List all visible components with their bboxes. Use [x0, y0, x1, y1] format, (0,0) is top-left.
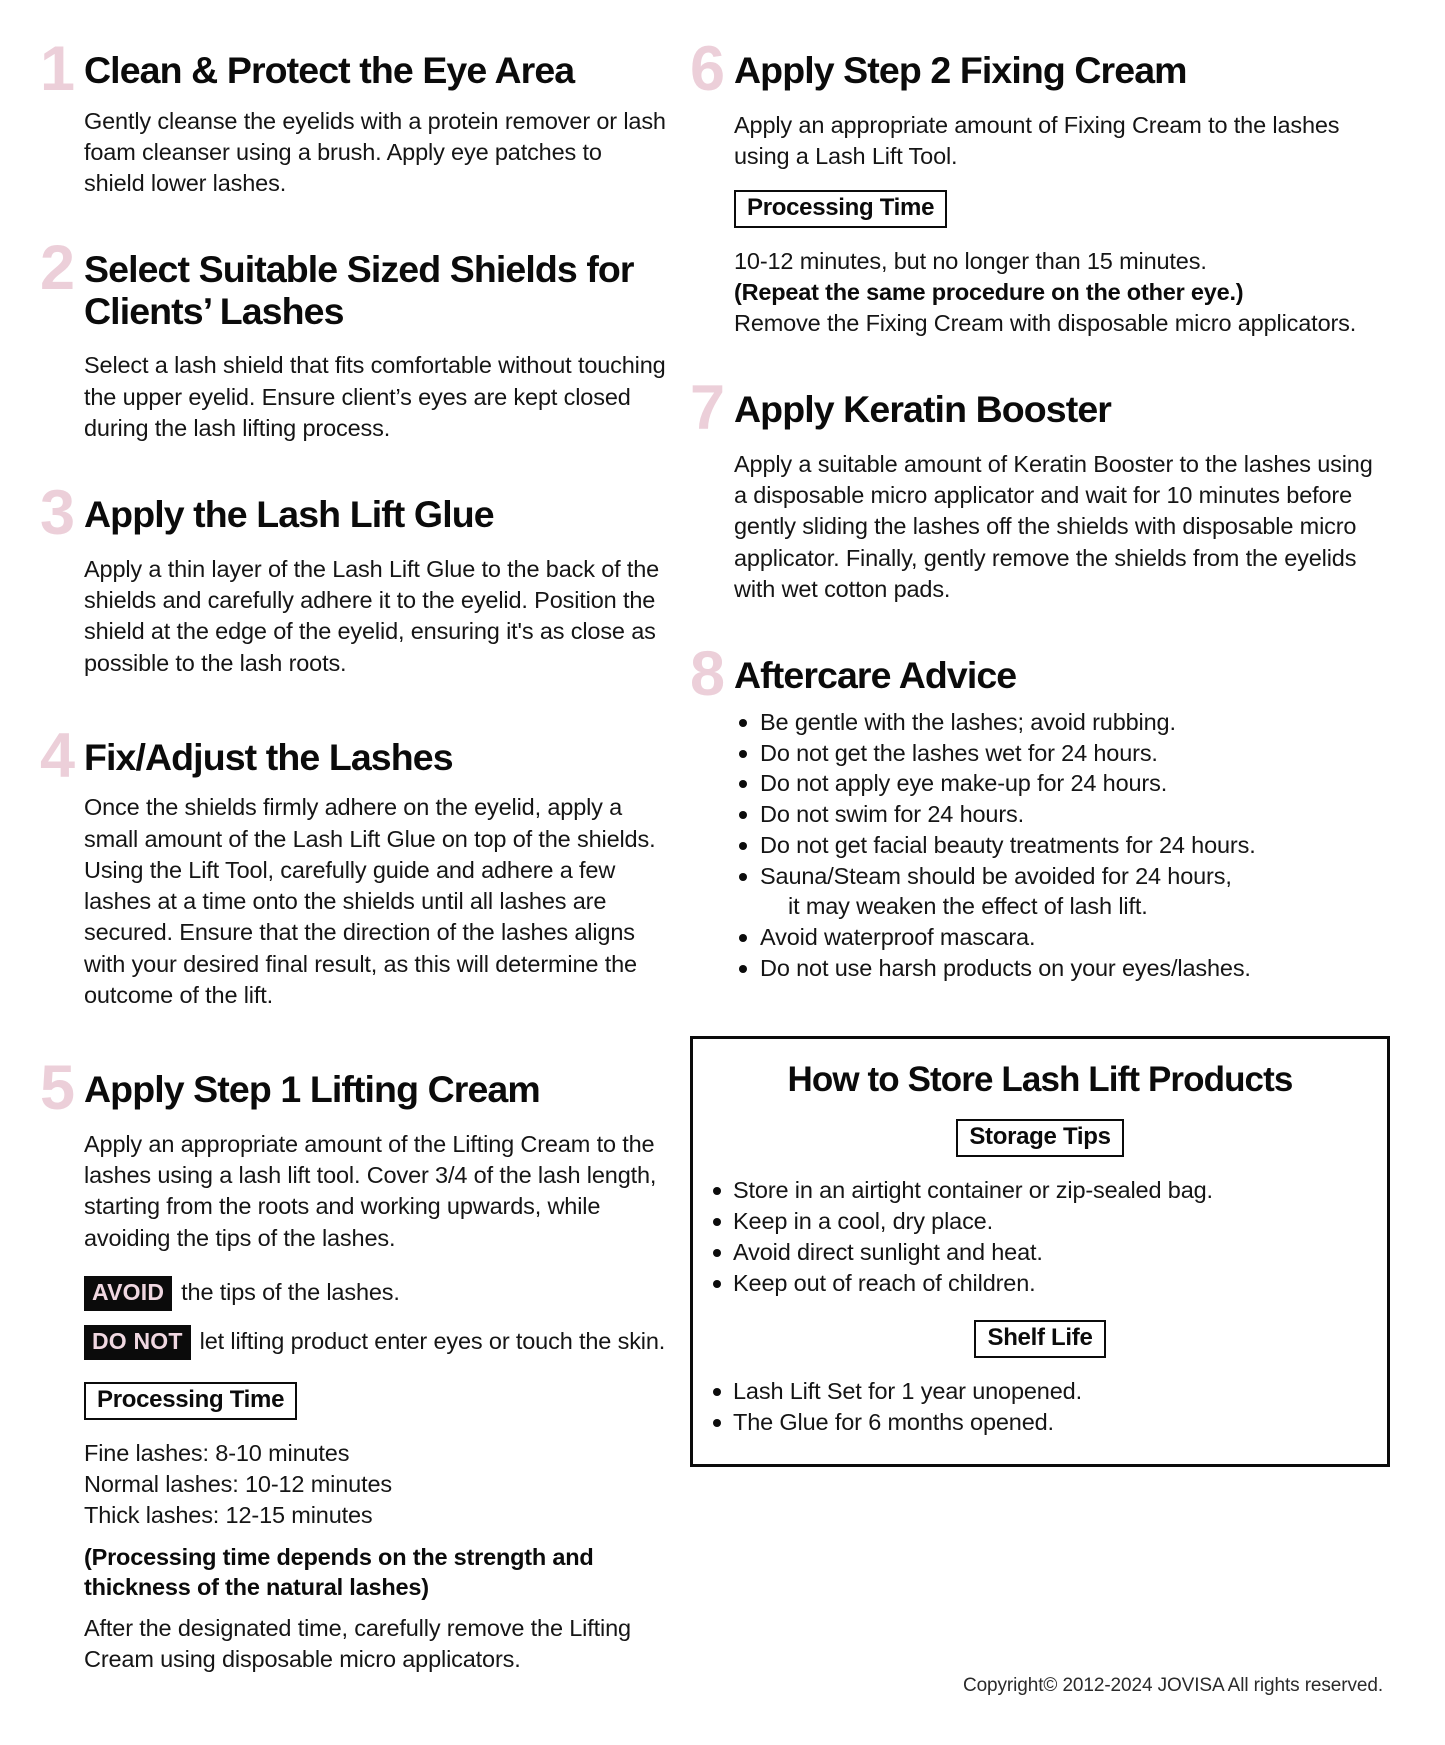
step-1-body	[84, 106, 668, 200]
step-7-body	[734, 449, 1390, 605]
list-item: Be gentle with the lashes; avoid rubbing.	[734, 707, 1390, 738]
step-7-header	[690, 373, 1390, 444]
step-3-title: Apply the Lash Lift Glue	[84, 493, 494, 536]
processing-time-label-step5: Processing Time	[84, 1382, 297, 1420]
step-4-text: Once the shields firmly adhere on the eyelid, apply a small amount of the Lash Lift Glue on top of the shields. Using the Lift Tool, carefully guide and adhere a few lashes at a time onto the shields until all lashes are secured. Ensure that the direction of the lashes aligns with your desired final result, as this will determine the outcome of the lift.	[84, 794, 656, 1008]
storage-tips-list	[711, 1175, 1369, 1298]
list-item: Keep in a cool, dry place.	[711, 1206, 1369, 1237]
step-4	[40, 720, 668, 1011]
step-5-text: Apply an appropriate amount of the Lifting Cream to the lashes using a lash lift tool. Cover 3/4 of the lash length, starting from the roots and working upwards, while avoiding the tips of the lashes.	[84, 1130, 657, 1251]
processing-time-thick: Thick lashes: 12-15 minutes	[84, 1502, 373, 1529]
step-6-closing: Remove the Fixing Cream with disposable micro applicators.	[734, 309, 1357, 336]
step-7-text: Apply a suitable amount of Keratin Booster to the lashes using a disposable micro applicator and wait for 10 minutes before gently sliding the lashes off the shields with disposable micro applicator. Finally, gently remove the shields from the eyelids with wet cotton pads.	[734, 450, 1373, 602]
list-item: Do not apply eye make-up for 24 hours.	[734, 768, 1390, 799]
step-8	[690, 639, 1390, 984]
step-6	[690, 34, 1390, 339]
list-item: The Glue for 6 months opened.	[711, 1407, 1369, 1438]
storage-box-title: How to Store Lash Lift Products	[787, 1059, 1293, 1099]
step-6-time-line: 10-12 minutes, but no longer than 15 minutes.	[734, 248, 1207, 275]
step-5-closing: After the designated time, carefully remove the Lifting Cream using disposable micro applicators.	[84, 1614, 631, 1672]
step-2-number: 2	[40, 233, 74, 304]
step-3-header	[40, 478, 668, 549]
step-4-title: Fix/Adjust the Lashes	[84, 735, 453, 778]
aftercare-list	[734, 707, 1390, 984]
step-2-header	[40, 233, 668, 333]
avoid-text: the tips of the lashes.	[181, 1278, 400, 1305]
step-4-number: 4	[40, 720, 74, 791]
step-6-header	[690, 34, 1390, 104]
list-item: Keep out of reach of children.	[711, 1268, 1369, 1299]
step-7	[690, 373, 1390, 605]
step-2-title: Select Suitable Sized Shields for Clients’ Lashes	[84, 248, 634, 333]
processing-time-note: (Processing time depends on the strength and thickness of the natural lashes)	[84, 1543, 594, 1601]
avoid-row	[84, 1276, 668, 1311]
list-item: Store in an airtight container or zip-sealed bag.	[711, 1175, 1369, 1206]
step-3	[40, 478, 668, 679]
step-2-text: Select a lash shield that fits comfortable without touching the upper eyelid. Ensure client’s eyes are kept closed during the lash lifting process.	[84, 352, 666, 441]
list-item: Avoid direct sunlight and heat.	[711, 1237, 1369, 1268]
copyright-footer: Copyright© 2012-2024 JOVISA All rights reserved.	[962, 1675, 1383, 1696]
step-8-body	[734, 707, 1390, 984]
step-6-repeat-note: (Repeat the same procedure on the other eye.)	[734, 279, 1244, 306]
storage-tips-label-wrap	[711, 1119, 1369, 1157]
list-item-continuation: it may weaken the effect of lash lift.	[788, 893, 1148, 920]
shelf-life-list	[711, 1376, 1369, 1438]
step-5-title: Apply Step 1 Lifting Cream	[84, 1068, 540, 1111]
step-7-number: 7	[690, 373, 724, 444]
list-item: Do not get the lashes wet for 24 hours.	[734, 738, 1390, 769]
step-4-body	[84, 792, 668, 1011]
step-6-title: Apply Step 2 Fixing Cream	[734, 49, 1187, 91]
step-8-title: Aftercare Advice	[734, 654, 1017, 697]
do-not-text: let lifting product enter eyes or touch the skin.	[199, 1327, 666, 1354]
step-8-header	[690, 639, 1390, 710]
storage-box	[690, 1036, 1390, 1467]
storage-tips-label: Storage Tips	[956, 1119, 1123, 1157]
right-column	[690, 34, 1390, 1467]
step-6-text: Apply an appropriate amount of Fixing Cream to the lashes using a Lash Lift Tool.	[734, 111, 1340, 169]
list-item: Do not swim for 24 hours.	[734, 799, 1390, 830]
step-4-header	[40, 720, 668, 791]
step-7-title: Apply Keratin Booster	[734, 388, 1111, 431]
step-6-number: 6	[690, 34, 724, 104]
list-item: Do not get facial beauty treatments for 24 hours.	[734, 830, 1390, 861]
list-item: Do not use harsh products on your eyes/lashes.	[734, 953, 1390, 984]
avoid-badge: AVOID	[84, 1276, 172, 1311]
step-3-body	[84, 554, 668, 679]
step-3-number: 3	[40, 478, 74, 549]
do-not-badge: DO NOT	[84, 1325, 191, 1360]
step-5-body	[84, 1129, 668, 1675]
step-5	[40, 1053, 668, 1675]
two-column-layout	[40, 34, 1405, 1675]
left-column	[40, 34, 668, 1675]
step-3-text: Apply a thin layer of the Lash Lift Glue to the back of the shields and carefully adhere it to the eyelid. Position the shield at the edge of the eyelid, ensuring it's as close as possible to the lash roots.	[84, 555, 660, 676]
processing-time-fine: Fine lashes: 8-10 minutes	[84, 1439, 350, 1466]
step-5-number: 5	[40, 1053, 74, 1124]
shelf-life-label: Shelf Life	[974, 1320, 1105, 1358]
list-item: Lash Lift Set for 1 year unopened.	[711, 1376, 1369, 1407]
processing-time-label-step6: Processing Time	[734, 190, 947, 228]
step-1-title: Clean & Protect the Eye Area	[84, 49, 575, 91]
step-6-body	[734, 110, 1390, 340]
step-1-header	[40, 34, 668, 104]
step-5-header	[40, 1053, 668, 1124]
step-5-times	[84, 1438, 668, 1532]
list-item: Avoid waterproof mascara.	[734, 922, 1390, 953]
step-1-text: Gently cleanse the eyelids with a protein remover or lash foam cleanser using a brush. Apply eye patches to shield lower lashes.	[84, 107, 666, 197]
step-1-number: 1	[40, 34, 74, 104]
list-item: Sauna/Steam should be avoided for 24 hours,	[734, 861, 1390, 892]
step-1	[40, 34, 668, 199]
do-not-row	[84, 1325, 668, 1360]
shelf-life-label-wrap	[711, 1320, 1369, 1358]
step-8-number: 8	[690, 639, 724, 710]
processing-time-normal: Normal lashes: 10-12 minutes	[84, 1471, 392, 1498]
step-2	[40, 233, 668, 444]
step-2-body	[84, 350, 668, 444]
